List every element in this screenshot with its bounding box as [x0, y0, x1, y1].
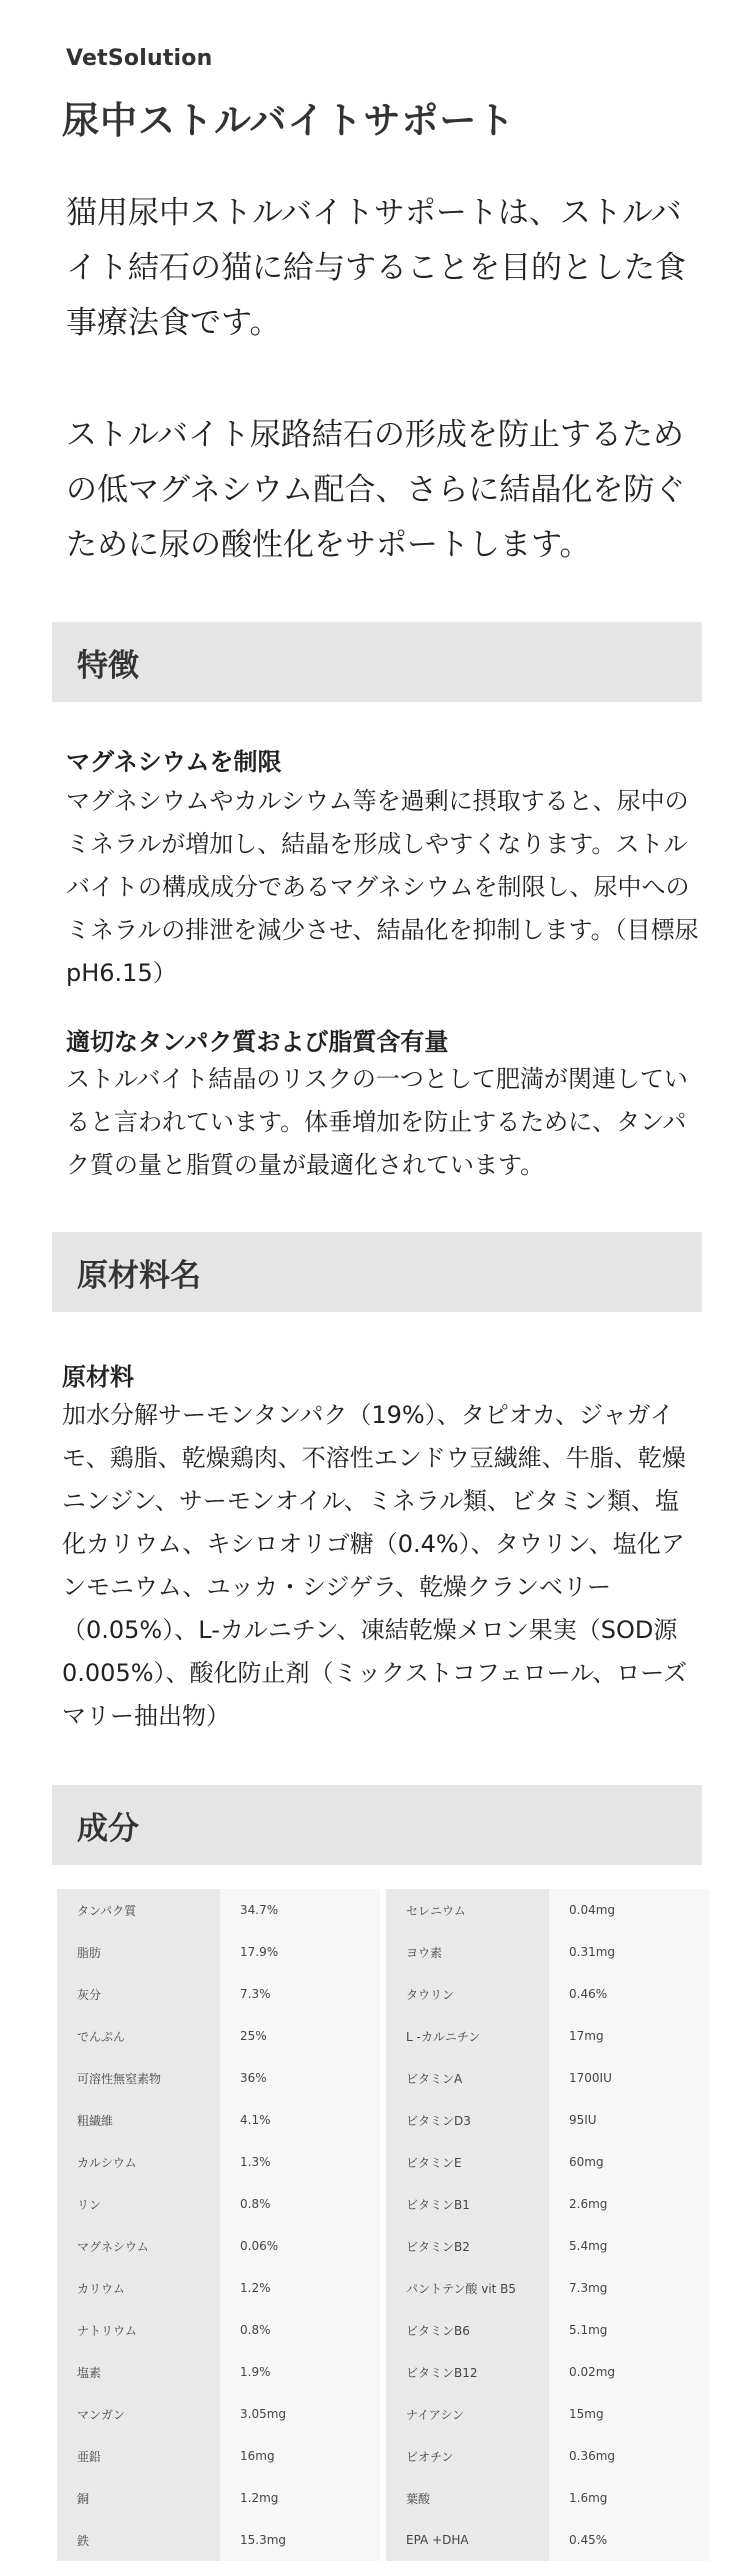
nutrient-value: 7.3% [220, 1973, 380, 2015]
nutrient-value: 0.02mg [549, 2351, 709, 2393]
table-row [57, 1889, 709, 1931]
intro-paragraph-2: ストルバイト尿路結石の形成を防止するための低マグネシウム配合、さらに結晶化を防ぐために尿の酸性化をサポートします。 [66, 417, 686, 563]
table-row [57, 2099, 709, 2141]
nutrient-name: セレニウム [386, 1889, 549, 1931]
nutrient-value: 0.04mg [549, 1889, 709, 1931]
nutrient-value: 15mg [549, 2393, 709, 2435]
nutrient-value: 60mg [549, 2141, 709, 2183]
nutrient-name: ビタミンB1 [386, 2183, 549, 2225]
nutrient-name: EPA +DHA [386, 2519, 549, 2561]
table-row [57, 2435, 709, 2477]
nutrient-value: 1.2% [220, 2267, 380, 2309]
nutrient-name: 銅 [57, 2477, 220, 2519]
features-section-heading [52, 622, 702, 702]
nutrient-value: 4.1% [220, 2099, 380, 2141]
nutrient-value: 1.3% [220, 2141, 380, 2183]
nutrient-value: 17.9% [220, 1931, 380, 1973]
nutrient-name: リン [57, 2183, 220, 2225]
nutrition-heading-label: 成分 [77, 1810, 139, 1847]
nutrient-value: 1.9% [220, 2351, 380, 2393]
nutrient-value: 17mg [549, 2015, 709, 2057]
nutrient-name: カリウム [57, 2267, 220, 2309]
table-row [57, 2225, 709, 2267]
nutrient-value: 25% [220, 2015, 380, 2057]
nutrient-value: 95IU [549, 2099, 709, 2141]
table-row [57, 2309, 709, 2351]
table-row [57, 1931, 709, 1973]
ingredients-section-heading [52, 1232, 702, 1312]
nutrient-name: マンガン [57, 2393, 220, 2435]
intro-paragraph-1: 猫用尿中ストルバイトサポートは、ストルバイト結石の猫に給与することを目的とした食事療法食です。 [66, 195, 686, 341]
nutrient-value: 2.6mg [549, 2183, 709, 2225]
nutrient-value: 0.31mg [549, 1931, 709, 1973]
nutrient-name: タンパク質 [57, 1889, 220, 1931]
brand-name: VetSolution [66, 46, 213, 71]
nutrient-name: 塩素 [57, 2351, 220, 2393]
nutrient-value: 0.36mg [549, 2435, 709, 2477]
nutrient-value: 36% [220, 2057, 380, 2099]
page-title: 尿中ストルバイトサポート [62, 99, 516, 142]
nutrient-value: 1700IU [549, 2057, 709, 2099]
nutrient-name: 灰分 [57, 1973, 220, 2015]
nutrient-value: 0.46% [549, 1973, 709, 2015]
feature-body-protein-fat: ストルバイト結晶のリスクの一つとして肥満が関連していると言われています。体垂増加を防止するために、タンパク質の量と脂質の量が最適化されています。 [66, 1065, 688, 1179]
nutrient-name: 鉄 [57, 2519, 220, 2561]
nutrient-name: ビタミンB6 [386, 2309, 549, 2351]
features-heading-label: 特徴 [77, 647, 139, 684]
nutrition-table [57, 1889, 709, 2561]
table-row [57, 2015, 709, 2057]
table-row [57, 2519, 709, 2561]
nutrient-name: 亜鉛 [57, 2435, 220, 2477]
nutrient-value: 0.45% [549, 2519, 709, 2561]
nutrient-name: ヨウ素 [386, 1931, 549, 1973]
nutrient-name: ナイアシン [386, 2393, 549, 2435]
nutrient-name: 粗繊維 [57, 2099, 220, 2141]
nutrient-name: タウリン [386, 1973, 549, 2015]
table-row [57, 2183, 709, 2225]
nutrient-name: でんぷん [57, 2015, 220, 2057]
nutrient-value: 34.7% [220, 1889, 380, 1931]
nutrient-name: ビオチン [386, 2435, 549, 2477]
feature-body-magnesium: マグネシウムやカルシウム等を過剰に摂取すると、尿中のミネラルが増加し、結晶を形成しやすくなります。ストルバイトの構成成分であるマグネシウムを制限し、尿中へのミネラルの排泄を減少させ、結晶化を抑制します。（目標尿pH6.15） [66, 787, 699, 987]
table-row [57, 1973, 709, 2015]
table-row [57, 2393, 709, 2435]
nutrient-value: 16mg [220, 2435, 380, 2477]
nutrient-value: 1.6mg [549, 2477, 709, 2519]
nutrient-name: ビタミンD3 [386, 2099, 549, 2141]
nutrient-value: 5.1mg [549, 2309, 709, 2351]
table-row [57, 2477, 709, 2519]
feature-title-magnesium: マグネシウムを制限 [66, 748, 282, 776]
table-row [57, 2141, 709, 2183]
nutrient-value: 15.3mg [220, 2519, 380, 2561]
nutrient-name: ビタミンB2 [386, 2225, 549, 2267]
table-row [57, 2267, 709, 2309]
nutrient-name: ビタミンB12 [386, 2351, 549, 2393]
nutrient-value: 1.2mg [220, 2477, 380, 2519]
nutrient-value: 7.3mg [549, 2267, 709, 2309]
nutrient-name: 脂肪 [57, 1931, 220, 1973]
nutrient-value: 5.4mg [549, 2225, 709, 2267]
ingredients-heading-label: 原材料名 [77, 1257, 201, 1294]
nutrient-value: 0.8% [220, 2183, 380, 2225]
nutrient-value: 3.05mg [220, 2393, 380, 2435]
nutrient-name: 可溶性無窒素物 [57, 2057, 220, 2099]
nutrition-section-heading [52, 1785, 702, 1865]
nutrient-name: パントテン酸 vit B5 [386, 2267, 549, 2309]
nutrient-name: L -カルニチン [386, 2015, 549, 2057]
nutrient-name: ビタミンA [386, 2057, 549, 2099]
nutrient-name: マグネシウム [57, 2225, 220, 2267]
nutrient-name: 葉酸 [386, 2477, 549, 2519]
feature-title-protein-fat: 適切なタンパク質および脂質含有量 [66, 1028, 449, 1056]
nutrient-value: 0.06% [220, 2225, 380, 2267]
nutrient-name: カルシウム [57, 2141, 220, 2183]
table-row [57, 2351, 709, 2393]
ingredients-title: 原材料 [62, 1363, 134, 1391]
table-row [57, 2057, 709, 2099]
nutrient-name: ビタミンE [386, 2141, 549, 2183]
ingredients-list: 加水分解サーモンタンパク（19%）、タピオカ、ジャガイモ、鶏脂、乾燥鶏肉、不溶性エンドウ豆繊維、牛脂、乾燥ニンジン、サーモンオイル、ミネラル類、ビタミン類、塩化カリウム、キシロオリゴ糖（0.4%）、タウリン、塩化アンモニウム、ユッカ・シジゲラ、乾燥クランベリー（0.05%）、L-カルニチン、凍結乾燥メロン果実（SOD源0.005%）、酸化防止剤（ミックストコフェロール、ローズマリー抽出物） [62, 1401, 688, 1730]
nutrient-name: ナトリウム [57, 2309, 220, 2351]
nutrient-value: 0.8% [220, 2309, 380, 2351]
